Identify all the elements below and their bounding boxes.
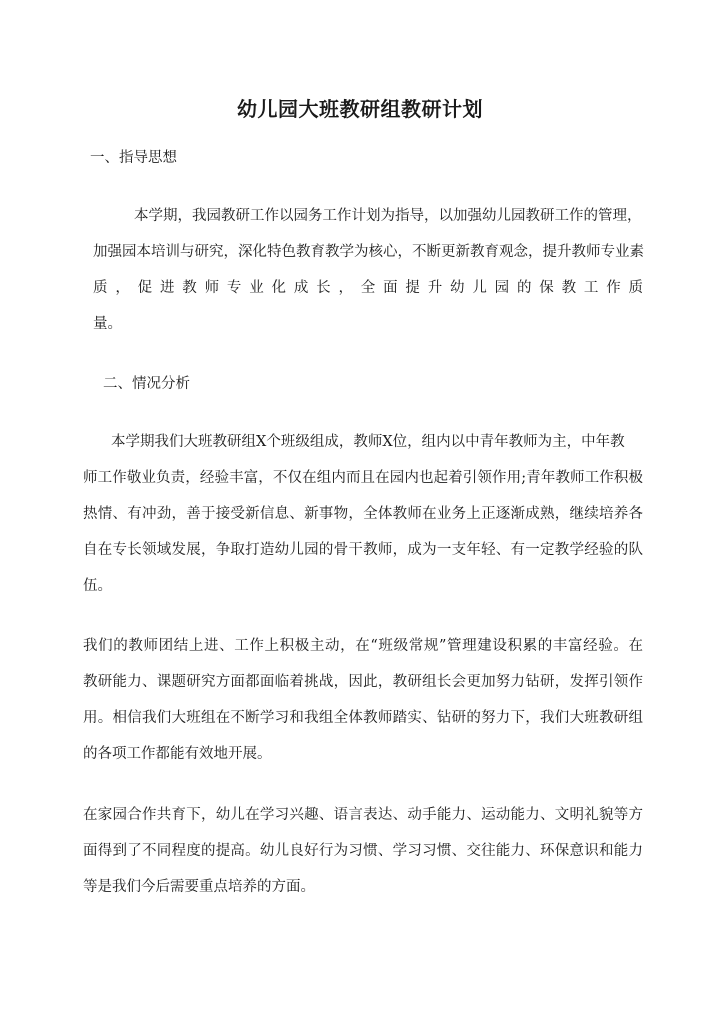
spread-char: 提: [405, 280, 420, 296]
paragraph-line: 的各项工作都能有效地开展。: [83, 746, 272, 762]
spread-char: 儿: [472, 280, 487, 296]
spread-char: 的: [516, 280, 532, 296]
spread-char: 工: [583, 280, 599, 296]
paragraph-line: 用。相信我们大班组在不断学习和我组全体教师踏实、钻研的努力下，我们大班教研组: [83, 710, 643, 726]
section-heading-guiding-ideology: 一、指导思想: [90, 150, 177, 166]
spread-char: 质: [628, 280, 643, 296]
guiding-ideology-paragraph: [93, 198, 644, 342]
spread-char: 面: [383, 280, 398, 296]
spread-char: 全: [360, 280, 376, 296]
paragraph-line: 量。: [93, 316, 122, 332]
paragraph-line: 自在专长领域发展，争取打造幼儿园的骨干教师，成为一支年轻、有一定教学经验的队: [83, 542, 643, 558]
paragraph-line: 等是我们今后需要重点培养的方面。: [83, 879, 315, 895]
paragraph-line: 伍。: [83, 578, 112, 594]
situation-paragraph-2: [83, 628, 643, 772]
spread-char: 促: [137, 280, 153, 296]
paragraph-line: 我们的教师团结上进、工作上积极主动，在“班级常规”管理建设积累的丰富经验。在: [83, 638, 643, 654]
spread-char: 师: [204, 280, 220, 296]
paragraph-line: 本学期我们大班教研组X个班级组成，教师X位，组内以中青年教师为主，中年教: [111, 434, 625, 450]
paragraph-line: 师工作敬业负责，经验丰富，不仅在组内而且在园内也起着引领作用;青年教师工作积极: [83, 470, 643, 486]
paragraph-line-spread: [93, 270, 643, 306]
paragraph-line: 面得到了不同程度的提高。幼儿良好行为习惯、学习习惯、交往能力、环保意识和能力: [83, 843, 643, 859]
paragraph-line: 在家园合作共育下，幼儿在学习兴趣、语言表达、动手能力、运动能力、文明礼貌等方: [83, 807, 643, 823]
spread-char: 保: [539, 280, 554, 296]
paragraph-line: 热情、有冲劲，善于接受新信息、新事物，全体教师在业务上正逐渐成熟，继续培养各: [83, 506, 643, 522]
spread-char: 成: [293, 280, 309, 296]
spread-char: 幼: [450, 280, 465, 296]
spread-char: 化: [271, 280, 286, 296]
spread-char: 业: [249, 280, 264, 296]
spread-char: ，: [115, 280, 130, 296]
spread-char: 作: [606, 280, 621, 296]
situation-paragraph-1: [83, 424, 643, 604]
spread-char: 进: [159, 280, 175, 296]
situation-paragraph-3: [83, 797, 643, 905]
spread-char: 长: [316, 280, 331, 296]
spread-char: 教: [561, 280, 577, 296]
paragraph-line: 本学期，我园教研工作以园务工作计划为指导，以加强幼儿园教研工作的管理，: [134, 208, 642, 224]
paragraph-line: 教研能力、课题研究方面都面临着挑战，因此，教研组长会更加努力钻研，发挥引领作: [83, 674, 643, 690]
spread-char: 教: [182, 280, 197, 296]
spread-char: 质: [93, 280, 108, 296]
spread-char: 园: [494, 280, 510, 296]
spread-char: ，: [338, 280, 353, 296]
spread-char: 专: [226, 280, 242, 296]
document-title: 幼儿园大班教研组教研计划: [237, 97, 483, 121]
section-heading-situation-analysis: 二、情况分析: [103, 376, 190, 392]
spread-char: 升: [427, 280, 443, 296]
paragraph-line: 加强园本培训与研究，深化特色教育教学为核心，不断更新教育观念，提升教师专业素: [93, 244, 644, 260]
